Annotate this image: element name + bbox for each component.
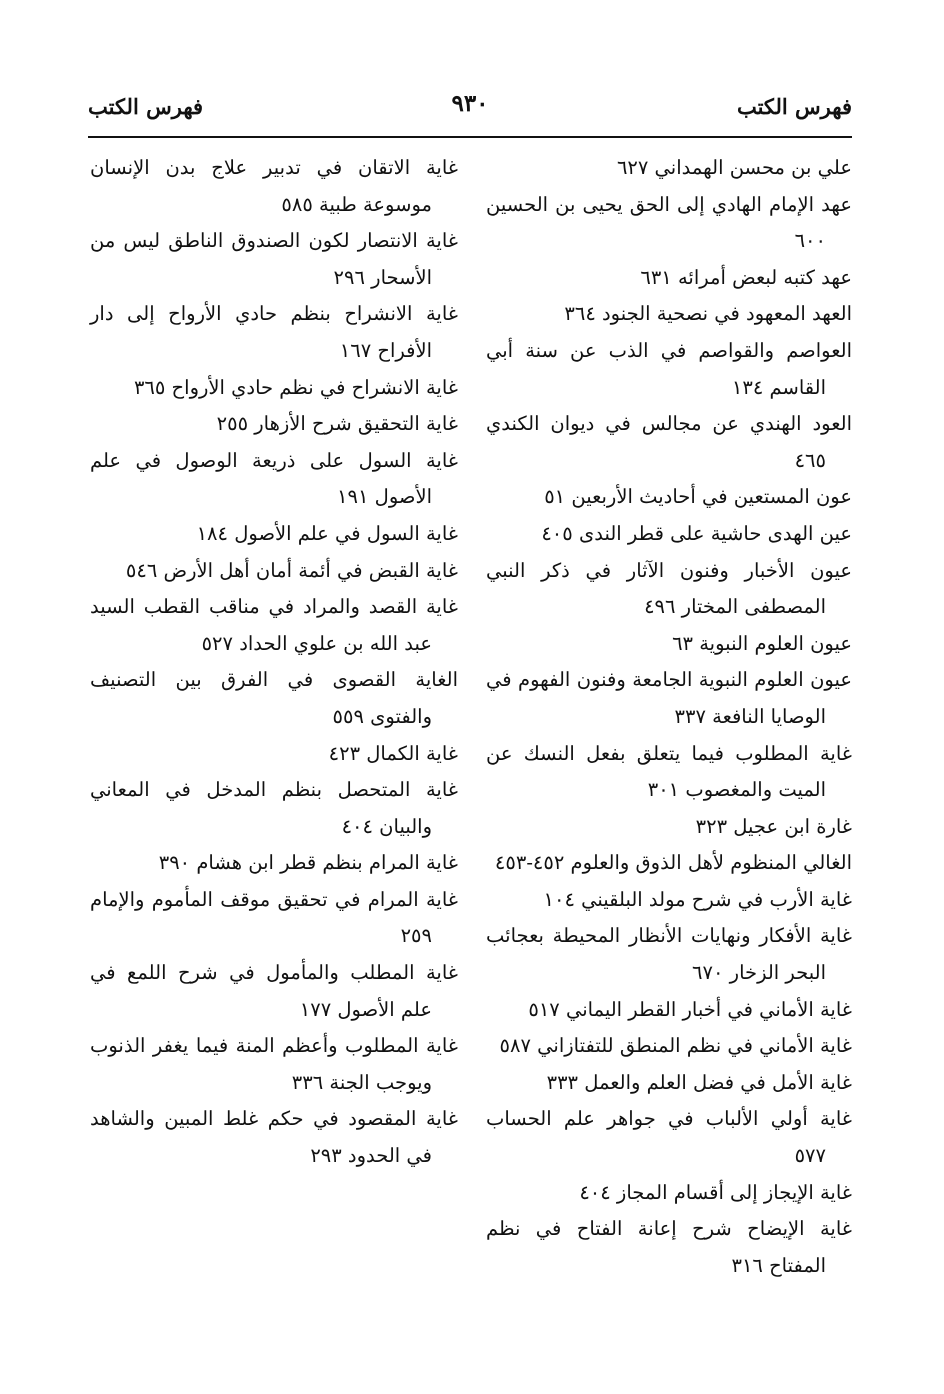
index-entry: العهد المعهود في نصحية الجنود ٣٦٤ (564, 302, 852, 326)
index-entry: الغاية القصوى في الفرق بين التصنيف والفتوى ٥٥٩ (90, 668, 458, 728)
index-entry: عيون العلوم النبوية الجامعة وفنون الفهوم في الوصايا النافعة ٣٣٧ (486, 668, 852, 728)
index-entry: عهد كتبه لبعض أمرائه ٦٣١ (640, 265, 852, 289)
index-entry: غاية المرام بنظم قطر ابن هشام ٣٩٠ (158, 851, 458, 875)
index-entry: غاية المطلوب وأعظم المنة فيما يغفر الذنوب ويوجب الجنة ٣٣٦ (90, 1034, 458, 1094)
index-entry: غاية السول على ذريعة الوصول في علم الأصول ١٩١ (90, 448, 458, 509)
index-entry: العواصم والقواصم في الذب عن سنة أبي القاسم ١٣٤ (486, 338, 852, 399)
running-title-right: فهرس الكتب (736, 94, 852, 119)
index-entry: غاية المطلوب فيما يتعلق بفعل النسك عن الميت والمغصوب ٣٠١ (486, 741, 852, 802)
header-rule (88, 136, 852, 138)
index-entry: غاية الكمال ٤٢٣ (328, 741, 458, 765)
index-entry: غاية الأماني في نظم المنطق للتفتازاني ٥٨٧ (499, 1034, 852, 1058)
index-entry: غاية المرام في تحقيق موقف المأموم والإمام ٢٥٩ (90, 887, 458, 948)
index-entry: عون المستعين في أحاديث الأربعين ٥١ (544, 485, 852, 509)
index-entry: غاية السول في علم الأصول ١٨٤ (196, 521, 458, 545)
index-entry: علي بن محسن الهمداني ٦٢٧ (616, 156, 852, 179)
index-entry: غارة ابن عجيل ٣٢٣ (695, 814, 852, 838)
index-entry: غاية الانشراح في نظم حادي الأرواح ٣٦٥ (133, 375, 458, 399)
index-entry: العود الهندي عن مجالس في ديوان الكندي ٤٦٥ (486, 412, 852, 472)
index-entry: غاية الاتقان في تدبير علاج بدن الإنسان موسوعة طبية ٥٨٥ (90, 156, 458, 216)
index-entry: غاية أولي الألباب في جواهر علم الحساب ٥٧٧ (486, 1107, 852, 1168)
index-entry: غاية الأفكار ونهايات الأنظار المحيطة بعجائب البحر الزخار ٦٧٠ (486, 924, 852, 985)
index-entry: عيون العلوم النبوية ٦٣ (672, 631, 852, 655)
index-entry: عهد الإمام الهادي إلى الحق يحيى بن الحسين ٦٠٠ (486, 192, 852, 253)
index-entry: غاية التحقيق شرح الأزهار ٢٥٥ (216, 412, 458, 436)
index-entry: غاية المطلب والمأمول في شرح اللمع في علم الأصول ١٧٧ (90, 961, 458, 1021)
index-entry: عيون الأخبار وفنون الآثار في ذكر النبي المصطفى المختار ٤٩٦ (486, 558, 852, 619)
index-entry: غاية الانتصار لكون الصندوق الناطق ليس من الأسحار ٢٩٦ (90, 229, 458, 289)
index-entry: غاية المتحصل بنظم المدخل في المعاني والبيان ٤٠٤ (90, 778, 458, 838)
index-entry: غاية الأمل في فضل العلم والعمل ٣٣٣ (546, 1070, 852, 1094)
index-column-right (486, 150, 852, 1284)
index-entry: غاية المقصود في حكم غلط المبين والشاهد في الحدود ٢٩٣ (90, 1107, 458, 1168)
index-entry: غاية القصد والمراد في مناقب القطب السيد عبد الله بن علوي الحداد ٥٢٧ (90, 595, 458, 655)
index-entry: غاية الإيجاز إلى أقسام المجاز ٤٠٤ (579, 1180, 852, 1204)
running-title-left: فهرس الكتب (88, 94, 204, 119)
index-entry: غاية الأماني في أخبار القطر اليماني ٥١٧ (528, 997, 852, 1021)
index-column-left (90, 150, 458, 1175)
index-entry: غاية القبض في أئمة أمان أهل الأرض ٥٤٦ (125, 558, 458, 582)
page-number: ٩٣٠ (451, 90, 489, 117)
index-entry: غاية الإيضاح شرح إعانة الفتاح في نظم المفتاح ٣١٦ (486, 1217, 852, 1277)
page-header (88, 88, 852, 128)
index-entry: الغالي المنظوم لأهل الذوق والعلوم ٤٥٢-٤٥٣ (494, 851, 852, 875)
index-entry: غاية الانشراح بنظم حادي الأرواح إلى دار الأفراح ١٦٧ (90, 302, 458, 362)
index-entry: عين الهدى حاشية على قطر الندى ٤٠٥ (541, 521, 852, 545)
index-entry: غاية الأرب في شرح مولد البلقيني ١٠٤ (543, 887, 852, 911)
